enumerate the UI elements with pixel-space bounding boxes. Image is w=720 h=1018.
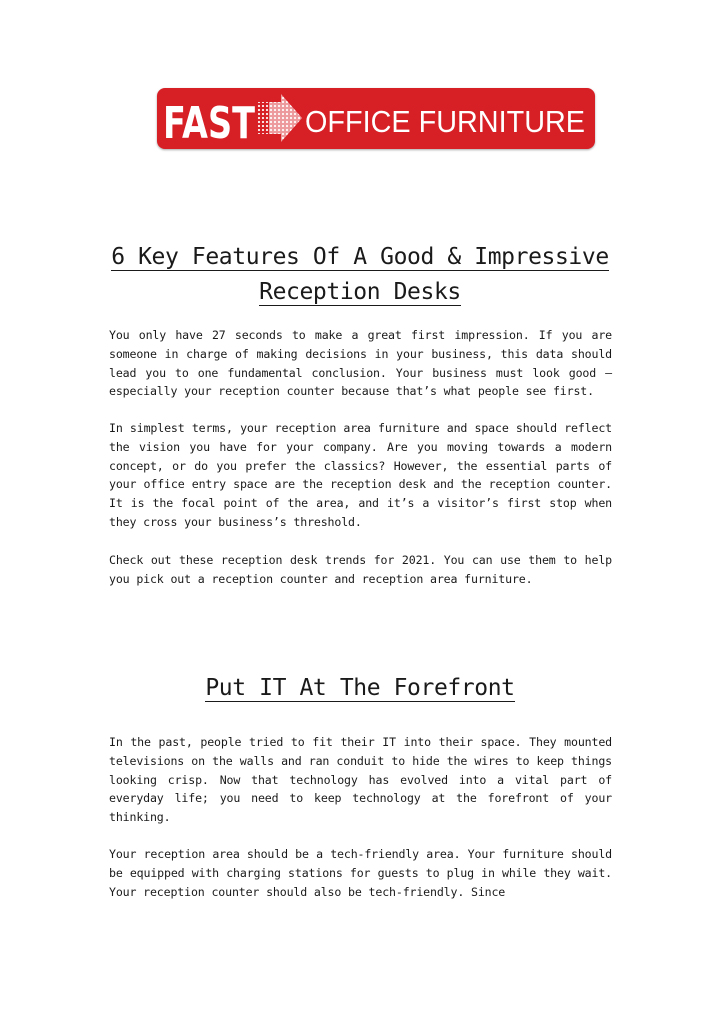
paragraph-intro: You only have 27 seconds to make a great first impression. If you are someone in charge of making decisions in your business, this data should lead you to one fundamental conclusion. Your business must look good —especially your reception counter because that’s what people see first.	[109, 328, 612, 399]
paragraph-it-past: In the past, people tried to fit their IT into their space. They mounted televisions on the walls and ran conduit to hide the wires to keep things looking crisp. Now that technology has evolved into a vital part of everyday life; you need to keep technology at the forefront of your thinking.	[109, 735, 612, 825]
article-title-line2: Reception Desks	[259, 279, 461, 305]
logo-office-furniture-text: OFFICE FURNITURE	[305, 104, 585, 139]
logo-arrow-icon	[257, 94, 302, 142]
article-title-line1: 6 Key Features Of A Good & Impressive	[111, 244, 609, 270]
paragraph-tech-friendly: Your reception area should be a tech-friendly area. Your furniture should be equipped with charging stations for guests to plug in while they wait. Your reception counter should also be tech-friendly. Since	[109, 847, 612, 899]
paragraph-check-trends: Check out these reception desk trends for 2021. You can use them to help you pick out a reception counter and reception area furniture.	[109, 553, 612, 586]
section-heading	[0, 671, 720, 706]
article-title	[0, 240, 720, 310]
paragraph-simplest-terms: In simplest terms, your reception area furniture and space should reflect the vision you have for your company. Are you moving towards a modern concept, or do you prefer the classics? However, the essential parts of your office entry space are the reception desk and the reception counter. It is the focal point of the area, and it’s a visitor’s first stop when they cross your business’s threshold.	[109, 421, 612, 529]
logo-graphic	[157, 88, 595, 149]
fast-office-furniture-logo	[157, 88, 595, 149]
section-heading-text: Put IT At The Forefront	[205, 675, 515, 701]
logo-fast-text: FAST	[163, 98, 255, 149]
